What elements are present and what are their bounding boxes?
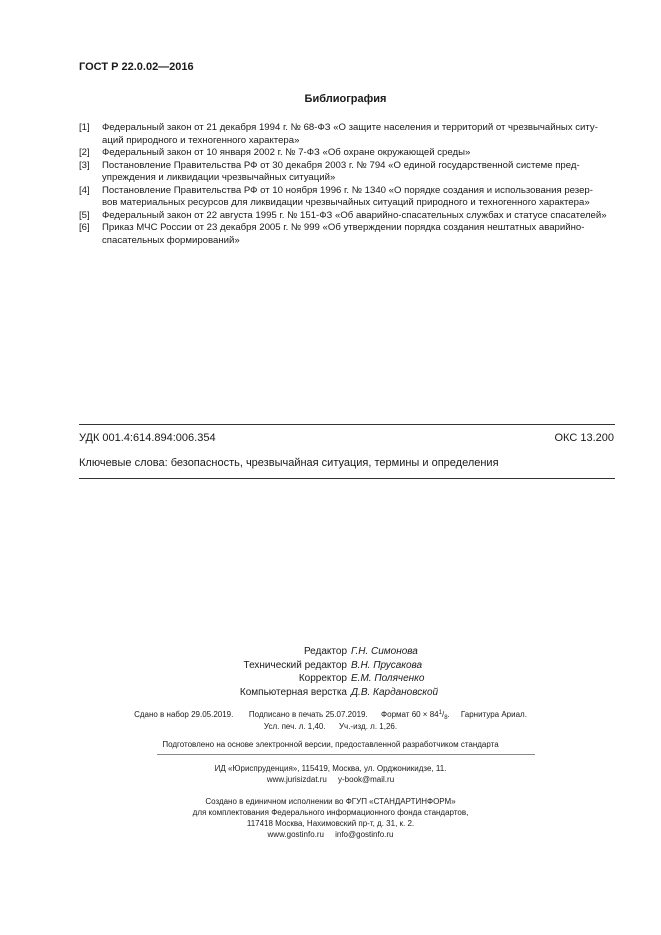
producer-contacts xyxy=(0,830,661,839)
bibliography-line: Постановление Правительства РФ от 30 декабря 2003 г. № 794 «О единой государственной системе пред- xyxy=(102,159,580,171)
bibliography-text xyxy=(102,222,619,247)
bibliography-title: Библиография xyxy=(304,93,387,105)
divider-imprint xyxy=(157,754,535,755)
bibliography-line: Федеральный закон от 21 декабря 1994 г. № 68-ФЗ «О защите населения и территорий от чрезвычайных ситу- xyxy=(102,122,598,133)
editor-role: Корректор xyxy=(298,673,347,684)
bibliography-text xyxy=(102,160,619,185)
bibliography-line: Федеральный закон от 10 января 2002 г. № 7-ФЗ «Об охране окружающей среды» xyxy=(102,147,471,158)
editor-line xyxy=(0,672,661,686)
bibliography-number: [5] xyxy=(79,209,90,221)
bibliography-line: аций природного и техногенного характера» xyxy=(102,134,300,146)
bibliography-number: [2] xyxy=(79,147,90,158)
print-sheets: Усл. печ. л. 1,40. xyxy=(263,722,326,731)
divider-top xyxy=(79,424,615,425)
bibliography-text xyxy=(102,185,619,210)
bibliography-item xyxy=(79,147,619,160)
edit-sheets: Уч.-изд. л. 1,26. xyxy=(338,722,398,731)
producer-line: для комплектования Федерального информационного фонда стандартов, xyxy=(192,808,469,817)
signed-date: Подписано в печать 25.07.2019. xyxy=(248,710,368,719)
bibliography-line: Постановление Правительства РФ от 10 ноября 1996 г. № 1340 «О порядке создания и использования резер- xyxy=(102,184,593,196)
bibliography-item xyxy=(79,122,619,147)
bibliography-item xyxy=(79,210,619,223)
editor-line xyxy=(0,645,661,659)
bibliography-line: Федеральный закон от 22 августа 1995 г. № 151-ФЗ «Об аварийно-спасательных службах и статусе спасателей» xyxy=(102,209,607,221)
editor-name: Г.Н. Симонова xyxy=(351,646,418,657)
bibliography-item xyxy=(79,160,619,185)
bibliography-line: вов материальных ресурсов для ликвидации чрезвычайных ситуаций природного и техногенного характера» xyxy=(102,197,590,208)
editors-block xyxy=(0,645,661,699)
editor-role: Компьютерная верстка xyxy=(239,686,347,698)
prepared-note: Подготовлено на основе электронной версии, предоставленной разработчиком стандарта xyxy=(162,740,499,749)
bibliography-list xyxy=(79,122,619,247)
editor-line xyxy=(0,659,661,673)
producer-email: info@gostinfo.ru xyxy=(335,830,394,839)
document-id: ГОСТ Р 22.0.02—2016 xyxy=(79,61,194,73)
print-info-line xyxy=(0,710,661,721)
keywords: Ключевые слова: безопасность, чрезвычайная ситуация, термины и определения xyxy=(79,457,499,469)
publisher-contacts xyxy=(0,775,661,784)
bibliography-number: [6] xyxy=(79,222,90,233)
publisher-site: www.jurisizdat.ru xyxy=(266,775,327,784)
format-info: Формат $60 \times 84^1/_8$. xyxy=(381,710,450,721)
producer-address: 117418 Москва, Нахимовский пр-т, д. 31, к. 2. xyxy=(246,819,415,828)
divider-bottom xyxy=(79,478,615,479)
bibliography-item xyxy=(79,222,619,247)
editor-name: Е.М. Поляченко xyxy=(351,673,425,684)
editor-role: Редактор xyxy=(303,646,347,657)
bibliography-line: спасательных формирований» xyxy=(102,234,240,246)
editor-line xyxy=(0,686,661,700)
publisher-address: ИД «Юриспруденция», 115419, Москва, ул. Орджоникидзе, 11. xyxy=(214,764,447,773)
producer-line: Создано в единичном исполнении во ФГУП «СТАНДАРТИНФОРМ» xyxy=(205,797,456,806)
bibliography-item xyxy=(79,185,619,210)
editor-name: В.Н. Прусакова xyxy=(351,659,423,671)
bibliography-number: [4] xyxy=(79,184,90,196)
publisher-email: y-book@mail.ru xyxy=(338,775,395,784)
bibliography-text xyxy=(102,210,619,223)
typeface-info: Гарнитура Ариал. xyxy=(460,710,527,719)
producer-site: www.gostinfo.ru xyxy=(267,830,324,839)
submitted-date: Сдано в набор 29.05.2019. xyxy=(134,710,234,719)
bibliography-text xyxy=(102,122,619,147)
bibliography-line: упреждения и ликвидации чрезвычайных ситуаций» xyxy=(102,172,336,183)
editor-name: Д.В. Кардановской xyxy=(351,686,439,698)
bibliography-number: [1] xyxy=(79,122,90,133)
sheets-line xyxy=(0,722,661,731)
oks-code: ОКС 13.200 xyxy=(554,432,614,444)
udk-code: УДК 001.4:614.894:006.354 xyxy=(79,432,216,444)
editor-role: Технический редактор xyxy=(243,659,347,671)
bibliography-number: [3] xyxy=(79,159,90,171)
bibliography-text xyxy=(102,147,619,160)
bibliography-line: Приказ МЧС России от 23 декабря 2005 г. № 999 «Об утверждении порядка создания нештатных аварийно- xyxy=(102,222,585,233)
